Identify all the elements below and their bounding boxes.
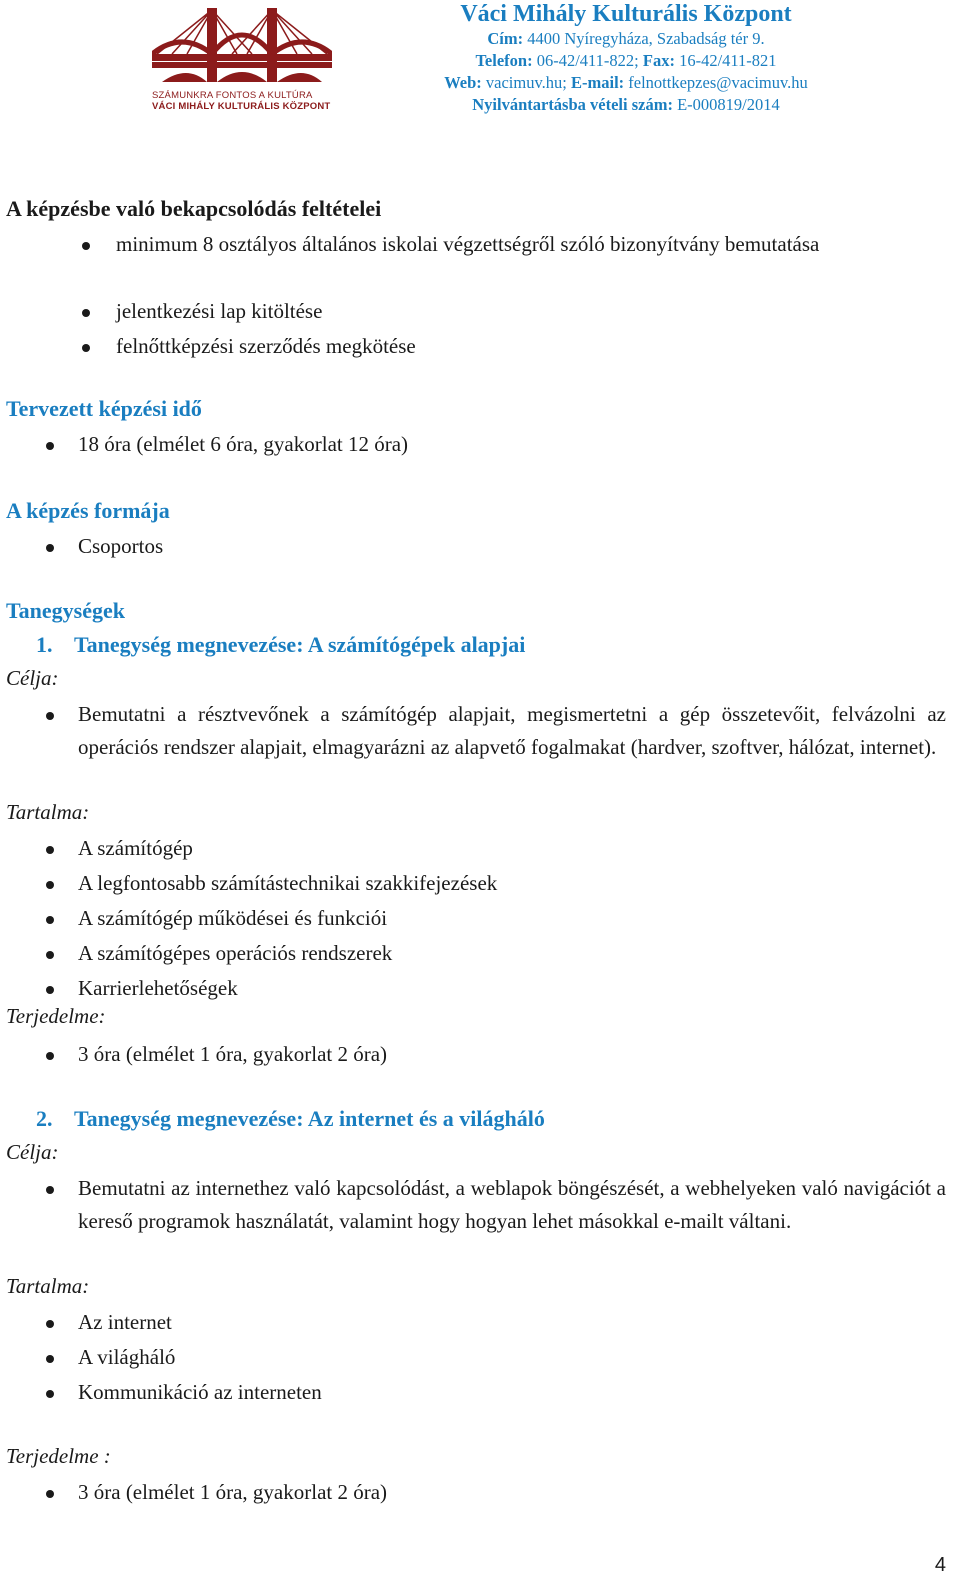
unit2-goal: Bemutatni az internethez való kapcsolódást, a weblapok böngészését, a webhelyeken való navigációt a kereső programok használatát, valamint hogy hogyan lehet másokkal e-mailt váltani. — [78, 1176, 946, 1233]
organization-logo — [152, 6, 332, 110]
unit1-content-4: A számítógépes operációs rendszerek — [78, 941, 393, 965]
bullet-icon — [82, 309, 90, 317]
registration-label: Nyilvántartásba vételi szám: — [472, 95, 673, 114]
duration-title: Tervezett képzési idő — [6, 396, 202, 421]
unit1-goal: Bemutatni a résztvevőnek a számítógép alapjait, megismertetni a gép összetevőit, felvázolni az operációs rendszer alapjait, elmagyarázni az alapvető fogalmakat (hardver, szoftver, hálózat, internet). — [78, 702, 946, 759]
phone-row — [366, 50, 886, 72]
bullet-icon — [46, 1490, 54, 1498]
bullet-icon — [46, 544, 54, 552]
web-link[interactable]: vacimuv.hu; — [485, 73, 567, 92]
duration-value: 18 óra (elmélet 6 óra, gyakorlat 12 óra) — [78, 432, 409, 456]
list-item — [6, 530, 946, 563]
entry-item-3: felnőttképzési szerződés megkötése — [116, 334, 416, 358]
logo-org-name: VÁCI MIHÁLY KULTURÁLIS KÖZPONT — [152, 101, 331, 112]
address-label: Cím: — [487, 29, 524, 48]
bullet-icon — [46, 986, 54, 994]
web-row — [366, 72, 886, 94]
list-item — [6, 698, 946, 798]
list-item — [6, 902, 946, 935]
form-title: A képzés formája — [6, 498, 170, 523]
list-item — [6, 1038, 946, 1071]
unit2-heading — [6, 1106, 545, 1132]
list-item — [6, 428, 946, 461]
unit2-scope: 3 óra (elmélet 1 óra, gyakorlat 2 óra) — [78, 1480, 388, 1504]
list-item — [6, 1476, 946, 1509]
unit1-goal-label: Célja: — [6, 666, 59, 690]
bullet-icon — [46, 1052, 54, 1060]
unit1-scope: 3 óra (elmélet 1 óra, gyakorlat 2 óra) — [78, 1042, 388, 1066]
logo-slogan: SZÁMUNKRA FONTOS A KULTÚRA — [152, 90, 313, 101]
unit1-content-3: A számítógép működései és funkciói — [78, 906, 388, 930]
unit1-number: 1. — [36, 632, 53, 657]
entry-item-2: jelentkezési lap kitöltése — [116, 299, 323, 323]
list-item — [6, 1341, 946, 1374]
bullet-icon — [46, 916, 54, 924]
bullet-icon — [82, 242, 90, 250]
list-item — [6, 937, 946, 970]
org-name: Váci Mihály Kulturális Központ — [460, 1, 792, 27]
form-value: Csoportos — [78, 534, 164, 558]
list-item — [6, 295, 946, 328]
unit1-content-2: A legfontosabb számítástechnikai szakkifejezések — [78, 871, 498, 895]
fax: 16-42/411-821 — [679, 51, 777, 70]
registration-row — [366, 94, 886, 116]
list-item — [6, 330, 946, 363]
unit2-content-1: Az internet — [78, 1310, 172, 1334]
address: 4400 Nyíregyháza, Szabadság tér 9. — [527, 29, 765, 48]
bullet-icon — [82, 344, 90, 352]
phone-label: Telefon: — [475, 51, 533, 70]
unit1-content-label: Tartalma: — [6, 800, 90, 824]
unit2-number: 2. — [36, 1106, 53, 1131]
list-item — [6, 1172, 946, 1272]
bullet-icon — [46, 881, 54, 889]
entry-item-1: minimum 8 osztályos általános iskolai végzettségről szóló bizonyítvány bemutatása — [116, 232, 820, 256]
email-link[interactable]: felnottkepzes@vacimuv.hu — [628, 73, 808, 92]
unit1-content-5: Karrierlehetőségek — [78, 976, 238, 1000]
unit2-title: Tanegység megnevezése: Az internet és a világháló — [74, 1106, 545, 1131]
unit2-goal-label: Célja: — [6, 1140, 59, 1164]
unit2-content-3: Kommunikáció az interneten — [78, 1380, 322, 1404]
unit1-scope-label: Terjedelme: — [6, 1004, 106, 1028]
units-title: Tanegységek — [6, 598, 125, 623]
email-label: E-mail: — [570, 73, 625, 92]
header-contact-block — [366, 0, 886, 116]
unit2-scope-label: Terjedelme : — [6, 1444, 111, 1468]
entry-title: A képzésbe való bekapcsolódás feltételei — [6, 196, 382, 221]
address-row — [366, 28, 886, 50]
web-label: Web: — [444, 73, 482, 92]
bridge-logo-icon — [152, 6, 332, 90]
list-item — [6, 1306, 946, 1339]
bullet-icon — [46, 1186, 54, 1194]
list-item — [6, 228, 946, 298]
unit1-heading — [6, 632, 525, 658]
bullet-icon — [46, 846, 54, 854]
list-item — [6, 867, 946, 900]
list-item — [6, 1376, 946, 1409]
bullet-icon — [46, 1320, 54, 1328]
list-item — [6, 832, 946, 865]
bullet-icon — [46, 442, 54, 450]
unit2-content-2: A világháló — [78, 1345, 176, 1369]
fax-label: Fax: — [642, 51, 675, 70]
bullet-icon — [46, 712, 54, 720]
bullet-icon — [46, 1355, 54, 1363]
page-number: 4 — [934, 1554, 946, 1576]
unit2-content-label: Tartalma: — [6, 1274, 90, 1298]
bullet-icon — [46, 951, 54, 959]
phone: 06-42/411-822; — [536, 51, 639, 70]
unit1-title: Tanegység megnevezése: A számítógépek alapjai — [74, 632, 526, 657]
unit1-content-1: A számítógép — [78, 836, 193, 860]
bullet-icon — [46, 1390, 54, 1398]
registration-number: E-000819/2014 — [677, 95, 780, 114]
list-item — [6, 972, 946, 1005]
